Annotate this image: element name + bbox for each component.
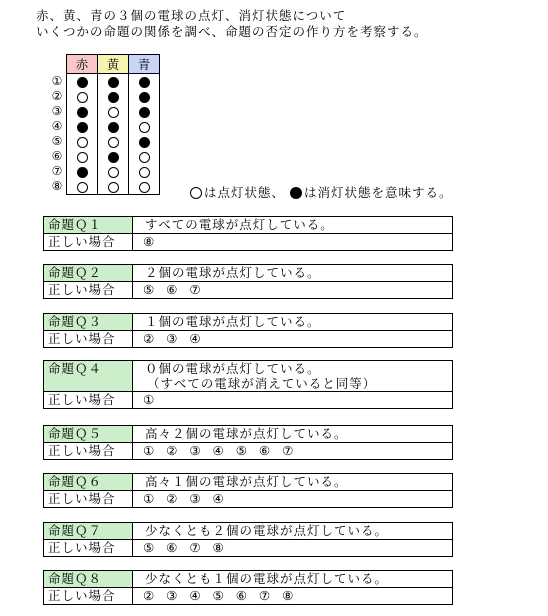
correct-case-label: 正しい場合 xyxy=(44,588,133,605)
proposition-table xyxy=(43,216,453,251)
lamp-cell xyxy=(129,89,160,104)
lamp-cell xyxy=(67,164,98,179)
lit-circle-icon xyxy=(77,152,88,163)
lamp-cell xyxy=(67,149,98,164)
unlit-circle-icon xyxy=(77,107,88,118)
lamp-header-2: 青 xyxy=(129,55,160,74)
proposition-label: 命題Ｑ３ xyxy=(44,314,133,331)
correct-case-label: 正しい場合 xyxy=(44,540,133,557)
proposition-text xyxy=(133,426,453,443)
lamp-row xyxy=(48,164,160,179)
lamp-table xyxy=(48,54,160,195)
correct-case-label: 正しい場合 xyxy=(44,331,133,348)
lamp-row xyxy=(48,89,160,104)
proposition-label: 命題Ｑ４ xyxy=(44,361,133,392)
lamp-cell xyxy=(67,89,98,104)
proposition-table xyxy=(43,522,453,557)
proposition-text-line: 少なくとも２個の電球が点灯している。 xyxy=(145,523,389,538)
lamp-row xyxy=(48,104,160,119)
proposition-text xyxy=(133,361,453,392)
proposition-text xyxy=(133,265,453,282)
proposition-label: 命題Ｑ７ xyxy=(44,523,133,540)
lamp-row xyxy=(48,149,160,164)
proposition-label: 命題Ｑ１ xyxy=(44,217,133,234)
proposition-text-line: 高々２個の電球が点灯している。 xyxy=(145,426,348,441)
proposition-label: 命題Ｑ５ xyxy=(44,426,133,443)
correct-case-label: 正しい場合 xyxy=(44,282,133,299)
lamp-cell xyxy=(98,104,129,119)
lamp-cell xyxy=(67,104,98,119)
unlit-circle-icon xyxy=(77,167,88,178)
unlit-circle-icon xyxy=(77,122,88,133)
lamp-row-label: ③ xyxy=(51,104,63,118)
lamp-row-label: ⑤ xyxy=(51,134,63,148)
lamp-cell xyxy=(98,149,129,164)
lamp-row-label: ① xyxy=(51,73,63,88)
unlit-circle-icon xyxy=(139,107,150,118)
unlit-circle-icon xyxy=(108,152,119,163)
lamp-header-spacer xyxy=(48,55,67,74)
lamp-cell xyxy=(98,119,129,134)
lamp-cell xyxy=(98,134,129,149)
lit-circle-icon xyxy=(139,152,150,163)
lamp-row xyxy=(48,74,160,90)
proposition-text-line: すべての電球が点灯している。 xyxy=(145,217,334,232)
lamp-header-1: 黄 xyxy=(98,55,129,74)
lamp-cell xyxy=(98,179,129,195)
lamp-cell xyxy=(129,104,160,119)
lamp-row xyxy=(48,119,160,134)
proposition-text-line: 少なくとも１個の電球が点灯している。 xyxy=(145,571,389,586)
lit-circle-icon xyxy=(108,167,119,178)
lamp-row-label: ④ xyxy=(51,119,63,133)
proposition-label: 命題Ｑ２ xyxy=(44,265,133,282)
proposition-table xyxy=(43,313,453,348)
lit-circle-icon xyxy=(77,137,88,148)
proposition-text xyxy=(133,474,453,491)
unlit-circle-icon xyxy=(108,122,119,133)
lit-circle-icon xyxy=(139,122,150,133)
correct-case-answers: ① xyxy=(133,392,453,409)
unlit-circle-icon xyxy=(108,92,119,103)
proposition-text xyxy=(133,523,453,540)
unlit-circle-icon xyxy=(139,137,150,148)
lamp-cell xyxy=(129,74,160,90)
correct-case-answers: ⑤ ⑥ ⑦ xyxy=(133,282,453,299)
proposition-table xyxy=(43,425,453,460)
lamp-header-0: 赤 xyxy=(67,55,98,74)
legend xyxy=(190,183,453,201)
lit-circle-icon xyxy=(139,167,150,178)
lamp-state-table xyxy=(48,54,160,195)
lamp-cell xyxy=(129,149,160,164)
lit-circle-icon xyxy=(108,107,119,118)
lamp-cell xyxy=(98,74,129,90)
proposition-table xyxy=(43,473,453,508)
correct-case-answers: ⑤ ⑥ ⑦ ⑧ xyxy=(133,540,453,557)
lamp-row-label: ⑧ xyxy=(51,179,63,194)
correct-case-answers: ② ③ ④ xyxy=(133,331,453,348)
proposition-label: 命題Ｑ８ xyxy=(44,571,133,588)
proposition-text xyxy=(133,217,453,234)
unlit-circle-icon xyxy=(108,77,119,88)
lamp-cell xyxy=(129,164,160,179)
proposition-table xyxy=(43,264,453,299)
lamp-cell xyxy=(98,89,129,104)
lamp-row-label: ② xyxy=(51,89,63,103)
correct-case-label: 正しい場合 xyxy=(44,234,133,251)
lit-circle-icon xyxy=(77,182,88,193)
unlit-circle-icon xyxy=(139,77,150,88)
unlit-circle-icon xyxy=(77,77,88,88)
lamp-cell xyxy=(67,134,98,149)
intro-line-2: いくつかの命題の関係を調べ、命題の否定の作り方を考察する。 xyxy=(36,24,428,39)
intro-line-1: 赤、黄、青の３個の電球の点灯、消灯状態について xyxy=(36,8,347,23)
lamp-table-header xyxy=(48,55,160,74)
proposition-text-line: 高々１個の電球が点灯している。 xyxy=(145,474,348,489)
proposition-label: 命題Ｑ６ xyxy=(44,474,133,491)
proposition-text-line: １個の電球が点灯している。 xyxy=(145,314,321,329)
proposition-text-line: （すべての電球が消えていると同等） xyxy=(147,376,377,391)
proposition-text-line: ２個の電球が点灯している。 xyxy=(145,265,321,280)
correct-case-answers: ① ② ③ ④ xyxy=(133,491,453,508)
lit-circle-icon xyxy=(190,187,202,199)
lamp-cell xyxy=(67,119,98,134)
legend-on-text: は点灯状態、 xyxy=(204,185,286,200)
lamp-cell xyxy=(67,74,98,90)
lamp-row xyxy=(48,134,160,149)
lamp-cell xyxy=(67,179,98,195)
correct-case-answers: ① ② ③ ④ ⑤ ⑥ ⑦ xyxy=(133,443,453,460)
proposition-text xyxy=(133,571,453,588)
lamp-cell xyxy=(98,164,129,179)
correct-case-answers: ⑧ xyxy=(133,234,453,251)
lit-circle-icon xyxy=(139,182,150,193)
lamp-row-label: ⑥ xyxy=(51,149,63,163)
correct-case-label: 正しい場合 xyxy=(44,443,133,460)
lit-circle-icon xyxy=(77,92,88,103)
intro-text xyxy=(36,8,428,40)
lamp-cell xyxy=(129,179,160,195)
unlit-circle-icon xyxy=(139,92,150,103)
legend-off-text: は消灯状態を意味する。 xyxy=(304,185,453,200)
correct-case-answers: ② ③ ④ ⑤ ⑥ ⑦ ⑧ xyxy=(133,588,453,605)
proposition-text-line: ０個の電球が点灯している。 xyxy=(145,361,321,376)
lamp-cell xyxy=(129,134,160,149)
correct-case-label: 正しい場合 xyxy=(44,392,133,409)
proposition-text xyxy=(133,314,453,331)
proposition-table xyxy=(43,570,453,605)
lamp-row xyxy=(48,179,160,195)
lit-circle-icon xyxy=(108,137,119,148)
correct-case-label: 正しい場合 xyxy=(44,491,133,508)
lit-circle-icon xyxy=(108,182,119,193)
lamp-cell xyxy=(129,119,160,134)
unlit-circle-icon xyxy=(290,187,302,199)
lamp-row-label: ⑦ xyxy=(51,164,63,178)
proposition-table xyxy=(43,360,453,409)
